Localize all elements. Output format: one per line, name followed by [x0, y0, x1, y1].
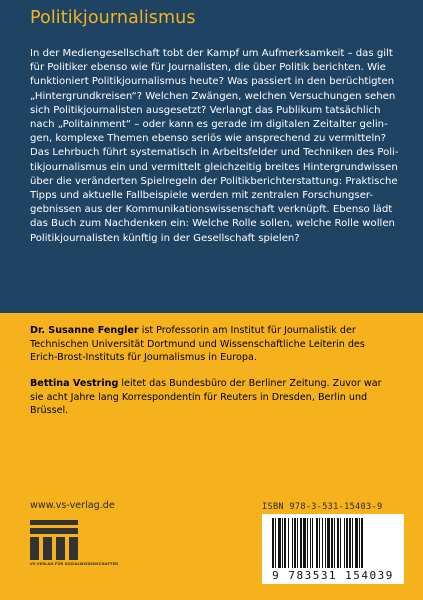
book-title: Politikjournalismus: [30, 8, 196, 28]
blurb-line: tikjournalismus ein und vermittelt gleichzeitig breites Hintergrundwissen: [30, 161, 398, 173]
blurb-line: In der Mediengesellschaft tobt der Kampf um Aufmerksamkeit – das gilt: [30, 48, 393, 59]
publisher-logo-label: VS VERLAG FÜR SOZIALWISSENSCHAFTEN: [30, 562, 119, 566]
publisher-logo-icon: [30, 520, 78, 560]
blurb-text: [30, 47, 402, 246]
blurb-line: Politikjournalisten künftig in der Gesellschaft spielen?: [30, 232, 300, 244]
barcode: [262, 514, 404, 584]
blurb-line: das Buch zum Nachdenken ein: Welche Rolle sollen, welche Rolle wollen: [30, 218, 395, 230]
author-bio-vestring: Bettina Vestring leitet das Bundesbüro der Berliner Zeitung. Zuvor war sie acht Jahre lang Korrespondentin für Reuters in Dresden, Berlin und Brüssel.: [30, 378, 382, 416]
blurb-line: nach „Politainment“ – oder kann es gerade im digitalen Zeitalter gelin-: [30, 119, 388, 131]
blurb-line: für Politiker ebenso wie für Journalisten, die über Politik berichten. Wie: [30, 62, 386, 74]
blurb-line: gen, komplexe Themen ebenso seriös wie ansprechend zu vermitteln?: [30, 133, 387, 145]
barcode-bars-icon: [270, 518, 396, 568]
barcode-number: 9 783531 154039: [272, 569, 394, 582]
blurb-line: sich Politikjournalisten ausgesetzt? Verlangt das Publikum tatsächlich: [30, 104, 381, 116]
blurb-line: „Hintergrundkreisen“? Welchen Zwängen, welchen Versuchungen sehen: [30, 90, 396, 102]
blurb-line: gebnissen aus der Kommunikationswissenschaft verknüpft. Ebenso lädt: [30, 204, 393, 216]
publisher-url[interactable]: www.vs-verlag.de: [30, 500, 115, 511]
blurb-line: über die veränderten Spielregeln der Politikberichterstattung: Praktische: [30, 175, 398, 187]
author-name-vestring: Bettina Vestring: [30, 378, 119, 389]
blurb-line: funktioniert Politikjournalismus heute? Was passiert in den berüchtigten: [30, 76, 395, 88]
author-name-fengler: Dr. Susanne Fengler: [30, 325, 139, 336]
author-bio-fengler: Dr. Susanne Fengler ist Professorin am Institut für Journalistik der Technischen Universität Dortmund und Wissenschaftliche Leiterin des Erich-Brost-Instituts für Journalismus in Europa.: [30, 325, 365, 363]
blurb-line: Das Lehrbuch führt systematisch in Arbeitsfelder und Techniken des Poli-: [30, 147, 399, 159]
isbn-label: ISBN 978-3-531-15403-9: [262, 502, 383, 512]
blurb-line: Tipps und aktuelle Fallbeispiele werden mit zentralen Forschungser-: [30, 190, 374, 202]
